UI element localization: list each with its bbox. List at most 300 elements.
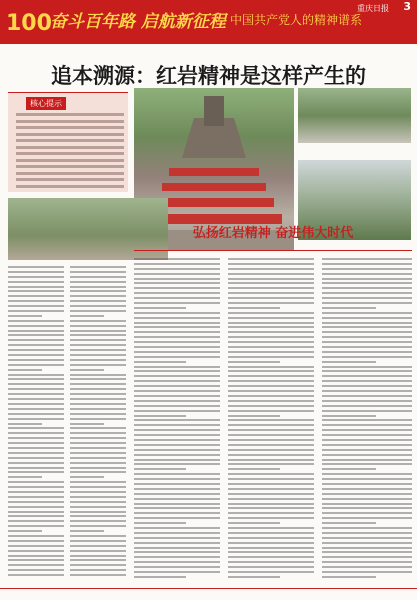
text-line — [8, 447, 64, 449]
text-line — [8, 315, 42, 317]
text-line — [134, 366, 220, 368]
text-line — [322, 478, 412, 480]
text-line — [8, 511, 64, 513]
text-line — [134, 576, 186, 578]
text-line — [228, 483, 314, 485]
text-line — [8, 408, 64, 410]
text-line — [8, 530, 42, 532]
text-line — [228, 322, 314, 324]
text-line — [8, 423, 42, 425]
text-line — [134, 527, 220, 529]
newspaper-name: 重庆日报 — [357, 4, 389, 13]
banner-title: 奋斗百年路 启航新征程 — [50, 12, 226, 32]
text-line — [322, 307, 376, 309]
text-line — [228, 454, 314, 456]
text-line — [228, 410, 314, 412]
text-line — [322, 322, 412, 324]
text-line — [134, 390, 220, 392]
text-line — [228, 370, 314, 372]
text-line — [70, 300, 126, 302]
text-line — [8, 349, 64, 351]
text-line — [134, 258, 220, 260]
text-line — [228, 547, 314, 549]
text-line — [134, 297, 220, 299]
text-line — [228, 512, 314, 514]
text-line — [134, 282, 220, 284]
text-line — [322, 258, 412, 260]
text-line — [70, 437, 126, 439]
text-line — [134, 292, 220, 294]
text-line — [70, 339, 126, 341]
text-line — [70, 281, 126, 283]
text-line — [322, 493, 412, 495]
text-line — [134, 307, 186, 309]
text-column-3 — [134, 258, 220, 584]
text-line — [134, 322, 220, 324]
text-line — [70, 545, 126, 547]
text-line — [228, 576, 280, 578]
text-line — [8, 383, 64, 385]
text-line — [8, 506, 64, 508]
text-line — [322, 556, 412, 558]
text-line — [322, 356, 412, 358]
text-line — [70, 540, 126, 542]
text-line — [8, 545, 64, 547]
text-line — [228, 449, 314, 451]
text-line — [228, 537, 314, 539]
text-line — [228, 395, 314, 397]
text-line — [70, 359, 126, 361]
text-line — [228, 444, 314, 446]
text-line — [322, 361, 376, 363]
key-tip-text — [16, 113, 124, 191]
text-line — [228, 278, 314, 280]
text-line — [228, 273, 314, 275]
text-line — [70, 320, 126, 322]
text-line — [134, 566, 220, 568]
text-line — [134, 287, 220, 289]
text-line — [70, 501, 126, 503]
text-line — [70, 408, 126, 410]
text-line — [70, 383, 126, 385]
text-line — [134, 468, 186, 470]
text-line — [70, 398, 126, 400]
text-line — [228, 517, 314, 519]
page-number: 3 — [403, 0, 411, 13]
banner-subtitle: 中国共产党人的精神谱系 — [230, 13, 363, 27]
text-line — [8, 540, 64, 542]
text-line — [70, 467, 126, 469]
text-line — [322, 415, 376, 417]
text-line — [134, 556, 220, 558]
text-line — [134, 517, 220, 519]
text-line — [134, 463, 220, 465]
text-line — [228, 439, 314, 441]
text-line — [228, 268, 314, 270]
section-title: 弘扬红岩精神 奋进伟大时代 — [192, 226, 354, 241]
text-line — [8, 564, 64, 566]
text-line — [8, 427, 64, 429]
text-line — [228, 503, 314, 505]
text-line — [228, 302, 314, 304]
text-line — [8, 471, 64, 473]
text-line — [228, 571, 314, 573]
text-line — [322, 278, 412, 280]
text-line — [8, 437, 64, 439]
text-line — [228, 459, 314, 461]
text-line — [322, 517, 412, 519]
text-line — [322, 268, 412, 270]
text-line — [70, 486, 126, 488]
text-line — [8, 515, 64, 517]
text-line — [322, 292, 412, 294]
text-line — [322, 366, 412, 368]
text-line — [134, 405, 220, 407]
text-line — [70, 334, 126, 336]
text-line — [134, 561, 220, 563]
text-line — [322, 336, 412, 338]
text-line — [8, 334, 64, 336]
text-line — [228, 498, 314, 500]
text-line — [134, 268, 220, 270]
text-line — [8, 330, 64, 332]
text-line — [134, 532, 220, 534]
text-line — [70, 290, 126, 292]
text-line — [8, 354, 64, 356]
text-line — [8, 364, 64, 366]
text-line — [228, 317, 314, 319]
text-line — [70, 574, 126, 576]
text-line — [134, 473, 220, 475]
text-line — [8, 398, 64, 400]
text-line — [322, 507, 412, 509]
text-line — [322, 459, 412, 461]
text-line — [70, 496, 126, 498]
text-line — [70, 310, 126, 312]
text-line — [322, 503, 412, 505]
text-line — [228, 415, 280, 417]
text-line — [8, 413, 64, 415]
text-line — [134, 263, 220, 265]
text-line — [322, 341, 412, 343]
text-line — [322, 542, 412, 544]
text-line — [322, 483, 412, 485]
text-line — [70, 515, 126, 517]
text-line — [70, 559, 126, 561]
text-line — [70, 403, 126, 405]
text-line — [134, 351, 220, 353]
text-line — [70, 471, 126, 473]
text-line — [322, 312, 412, 314]
text-line — [8, 300, 64, 302]
text-line — [8, 344, 64, 346]
text-line — [8, 295, 64, 297]
text-line — [70, 413, 126, 415]
text-line — [70, 535, 126, 537]
text-line — [322, 512, 412, 514]
text-line — [322, 532, 412, 534]
text-line — [8, 393, 64, 395]
text-line — [8, 432, 64, 434]
text-line — [8, 374, 64, 376]
text-line — [322, 410, 412, 412]
text-line — [134, 571, 220, 573]
text-line — [228, 346, 314, 348]
key-tip-label: 核心提示 — [26, 97, 66, 110]
text-line — [8, 418, 64, 420]
key-tip-box — [8, 92, 128, 192]
text-line — [8, 359, 64, 361]
text-line — [322, 390, 412, 392]
page-footer — [0, 588, 417, 600]
text-line — [322, 317, 412, 319]
text-line — [8, 496, 64, 498]
text-column-1 — [8, 266, 64, 584]
photo-visitors — [298, 88, 411, 143]
text-line — [134, 341, 220, 343]
text-line — [228, 341, 314, 343]
text-line — [8, 378, 64, 380]
text-line — [228, 478, 314, 480]
text-line — [134, 415, 186, 417]
text-line — [134, 429, 220, 431]
text-line — [8, 550, 64, 552]
text-line — [134, 478, 220, 480]
text-line — [322, 498, 412, 500]
text-line — [322, 454, 412, 456]
text-line — [8, 574, 64, 576]
text-line — [228, 400, 314, 402]
text-line — [134, 503, 220, 505]
text-line — [228, 282, 314, 284]
text-line — [134, 483, 220, 485]
text-line — [70, 286, 126, 288]
text-line — [322, 566, 412, 568]
text-line — [228, 390, 314, 392]
text-line — [228, 556, 314, 558]
text-line — [228, 429, 314, 431]
text-line — [134, 522, 186, 524]
text-line — [228, 424, 314, 426]
text-line — [228, 463, 314, 465]
text-line — [322, 302, 412, 304]
text-line — [70, 418, 126, 420]
text-line — [134, 278, 220, 280]
text-line — [70, 442, 126, 444]
text-line — [228, 366, 314, 368]
text-line — [134, 498, 220, 500]
text-column-2 — [70, 266, 126, 584]
text-line — [322, 551, 412, 553]
centenary-logo-icon — [4, 4, 52, 38]
text-line — [70, 349, 126, 351]
text-line — [322, 434, 412, 436]
text-line — [322, 405, 412, 407]
text-line — [8, 339, 64, 341]
text-line — [70, 569, 126, 571]
text-line — [70, 364, 126, 366]
text-line — [322, 380, 412, 382]
text-line — [134, 454, 220, 456]
text-line — [70, 506, 126, 508]
text-line — [70, 520, 126, 522]
text-line — [228, 292, 314, 294]
text-line — [322, 400, 412, 402]
text-line — [70, 481, 126, 483]
text-line — [228, 522, 280, 524]
text-line — [8, 271, 64, 273]
text-line — [8, 281, 64, 283]
text-line — [8, 481, 64, 483]
text-line — [134, 400, 220, 402]
text-line — [134, 537, 220, 539]
text-line — [322, 346, 412, 348]
text-line — [134, 542, 220, 544]
text-line — [322, 273, 412, 275]
text-line — [228, 385, 314, 387]
text-line — [8, 501, 64, 503]
text-line — [322, 468, 376, 470]
text-line — [134, 346, 220, 348]
text-line — [134, 361, 186, 363]
text-line — [70, 564, 126, 566]
text-line — [8, 276, 64, 278]
text-line — [228, 331, 314, 333]
text-line — [70, 462, 126, 464]
text-line — [322, 370, 412, 372]
text-line — [228, 488, 314, 490]
text-line — [134, 493, 220, 495]
text-line — [228, 493, 314, 495]
text-line — [228, 351, 314, 353]
text-line — [70, 374, 126, 376]
text-line — [70, 423, 104, 425]
text-line — [8, 520, 64, 522]
text-line — [70, 325, 126, 327]
text-line — [322, 527, 412, 529]
text-line — [134, 336, 220, 338]
header-banner — [0, 0, 417, 44]
text-line — [228, 263, 314, 265]
text-line — [134, 410, 220, 412]
text-line — [228, 527, 314, 529]
text-line — [134, 302, 220, 304]
text-line — [134, 439, 220, 441]
text-line — [8, 388, 64, 390]
text-line — [8, 457, 64, 459]
text-line — [322, 561, 412, 563]
text-line — [228, 405, 314, 407]
text-line — [8, 305, 64, 307]
text-line — [134, 551, 220, 553]
text-line — [322, 282, 412, 284]
text-line — [70, 271, 126, 273]
text-line — [134, 356, 220, 358]
text-line — [70, 393, 126, 395]
text-line — [8, 525, 64, 527]
text-line — [70, 369, 104, 371]
text-line — [8, 467, 64, 469]
text-line — [228, 507, 314, 509]
text-line — [228, 312, 314, 314]
text-line — [134, 312, 220, 314]
text-line — [228, 542, 314, 544]
text-line — [8, 491, 64, 493]
text-line — [8, 555, 64, 557]
text-line — [228, 336, 314, 338]
text-line — [322, 547, 412, 549]
text-line — [8, 486, 64, 488]
text-line — [8, 462, 64, 464]
text-line — [70, 457, 126, 459]
text-line — [8, 310, 64, 312]
text-line — [70, 530, 104, 532]
text-line — [70, 276, 126, 278]
text-line — [228, 326, 314, 328]
text-line — [134, 385, 220, 387]
text-line — [228, 356, 314, 358]
text-line — [322, 488, 412, 490]
text-line — [8, 266, 64, 268]
text-line — [134, 395, 220, 397]
text-line — [228, 307, 280, 309]
text-line — [322, 439, 412, 441]
text-line — [134, 370, 220, 372]
text-line — [322, 395, 412, 397]
text-line — [228, 473, 314, 475]
text-line — [228, 380, 314, 382]
text-line — [8, 476, 42, 478]
text-line — [70, 378, 126, 380]
text-line — [70, 354, 126, 356]
text-line — [322, 326, 412, 328]
text-line — [70, 476, 104, 478]
text-line — [70, 525, 126, 527]
text-line — [70, 427, 126, 429]
text-column-5 — [322, 258, 412, 584]
text-line — [228, 258, 314, 260]
svg-text:100: 100 — [6, 11, 52, 36]
text-line — [70, 266, 126, 268]
text-line — [322, 419, 412, 421]
text-line — [134, 424, 220, 426]
text-line — [228, 375, 314, 377]
text-line — [8, 559, 64, 561]
section-divider — [134, 250, 412, 251]
text-line — [70, 388, 126, 390]
text-line — [134, 547, 220, 549]
text-column-4 — [228, 258, 314, 584]
text-line — [8, 403, 64, 405]
text-line — [322, 449, 412, 451]
text-line — [134, 512, 220, 514]
text-line — [70, 344, 126, 346]
text-line — [70, 452, 126, 454]
text-line — [322, 375, 412, 377]
text-line — [228, 297, 314, 299]
text-line — [228, 434, 314, 436]
text-line — [134, 375, 220, 377]
text-line — [8, 569, 64, 571]
text-line — [134, 326, 220, 328]
text-line — [322, 424, 412, 426]
text-line — [228, 551, 314, 553]
text-line — [8, 369, 42, 371]
text-line — [70, 330, 126, 332]
text-line — [228, 561, 314, 563]
text-line — [70, 295, 126, 297]
text-line — [322, 473, 412, 475]
